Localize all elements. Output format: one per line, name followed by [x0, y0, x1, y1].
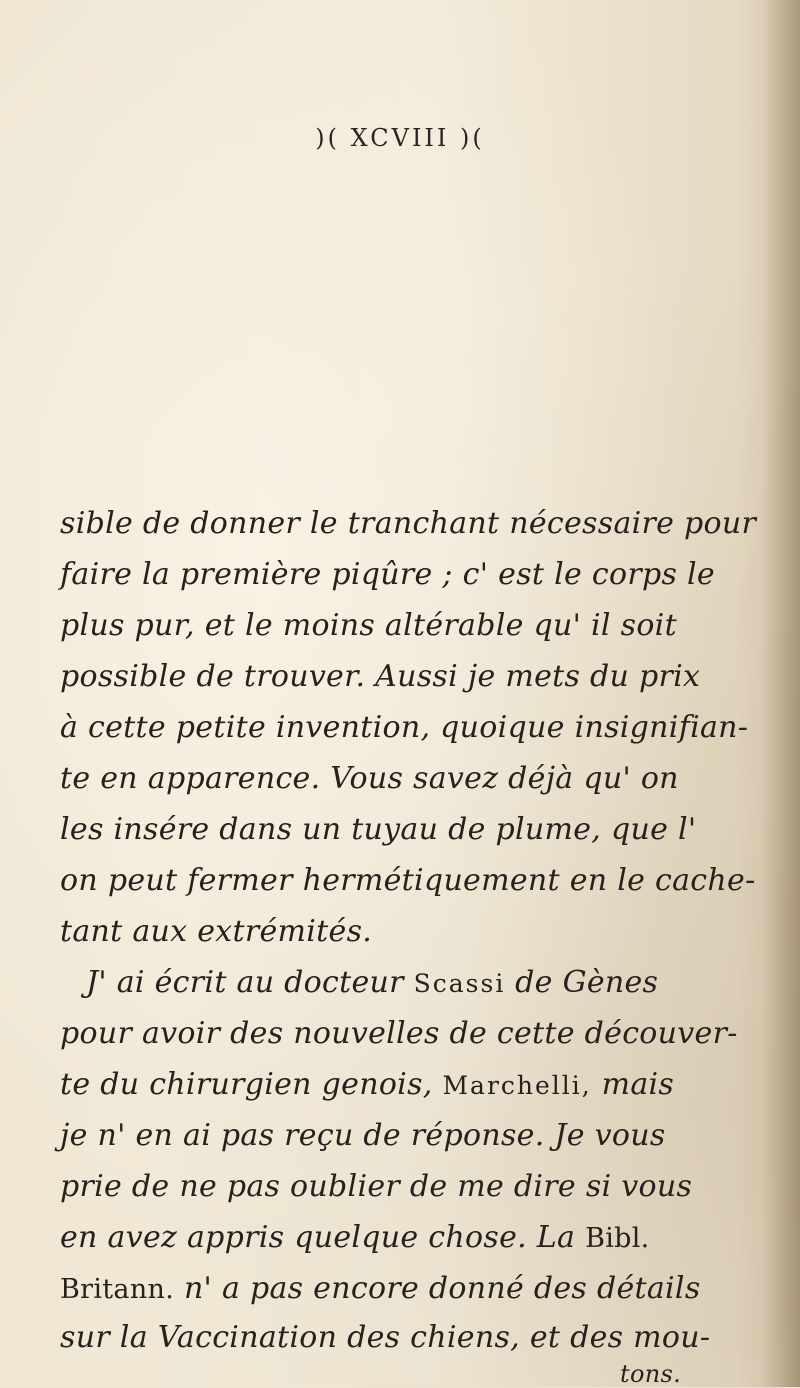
person-name-scassi: Scassi: [413, 969, 506, 998]
text-line-2: faire la première piqûre ; c' est le corps le: [60, 557, 715, 592]
text-line-8: on peut fermer hermétiquement en le cache-: [60, 863, 756, 898]
line-10-text: J' ai écrit au docteur: [86, 965, 404, 1000]
text-line-17: sur la Vaccination des chiens, et des mou-: [60, 1320, 711, 1355]
page-edge-shadow: [762, 0, 800, 1387]
text-line-6: te en apparence. Vous savez déjà qu' on: [60, 761, 679, 796]
abbrev-britann: Britann.: [60, 1274, 175, 1305]
line-10-tail: de Gènes: [515, 965, 659, 1000]
text-line-5: à cette petite invention, quoique insignifian-: [60, 710, 749, 745]
text-line-11: pour avoir des nouvelles de cette découver-: [60, 1016, 738, 1051]
catchword: tons.: [620, 1360, 681, 1388]
text-line-13: je n' en ai pas reçu de réponse. Je vous: [60, 1118, 666, 1153]
text-line-9: tant aux extrémités.: [60, 914, 373, 949]
line-12-text: te du chirurgien genois,: [60, 1067, 433, 1102]
text-line-1: sible de donner le tranchant nécessaire pour: [60, 506, 757, 541]
text-line-14: prie de ne pas oublier de me dire si vous: [60, 1169, 693, 1204]
text-line-15: [60, 1220, 650, 1255]
text-line-7: les insére dans un tuyau de plume, que l': [60, 812, 697, 847]
page-number-heading: )( XCVIII )(: [315, 124, 485, 152]
text-line-4: possible de trouver. Aussi je mets du prix: [60, 659, 701, 694]
person-name-marchelli: Marchelli,: [442, 1071, 592, 1100]
line-16-tail: n' a pas encore donné des détails: [183, 1271, 701, 1306]
line-15-text: en avez appris quelque chose. La: [60, 1220, 576, 1255]
text-line-3: plus pur, et le moins altérable qu' il soit: [60, 608, 677, 643]
text-line-12: [60, 1067, 674, 1102]
text-line-16: [60, 1271, 701, 1306]
line-12-tail: mais: [601, 1067, 675, 1102]
text-line-10: [86, 965, 658, 1000]
abbrev-bibl: Bibl.: [585, 1223, 650, 1254]
